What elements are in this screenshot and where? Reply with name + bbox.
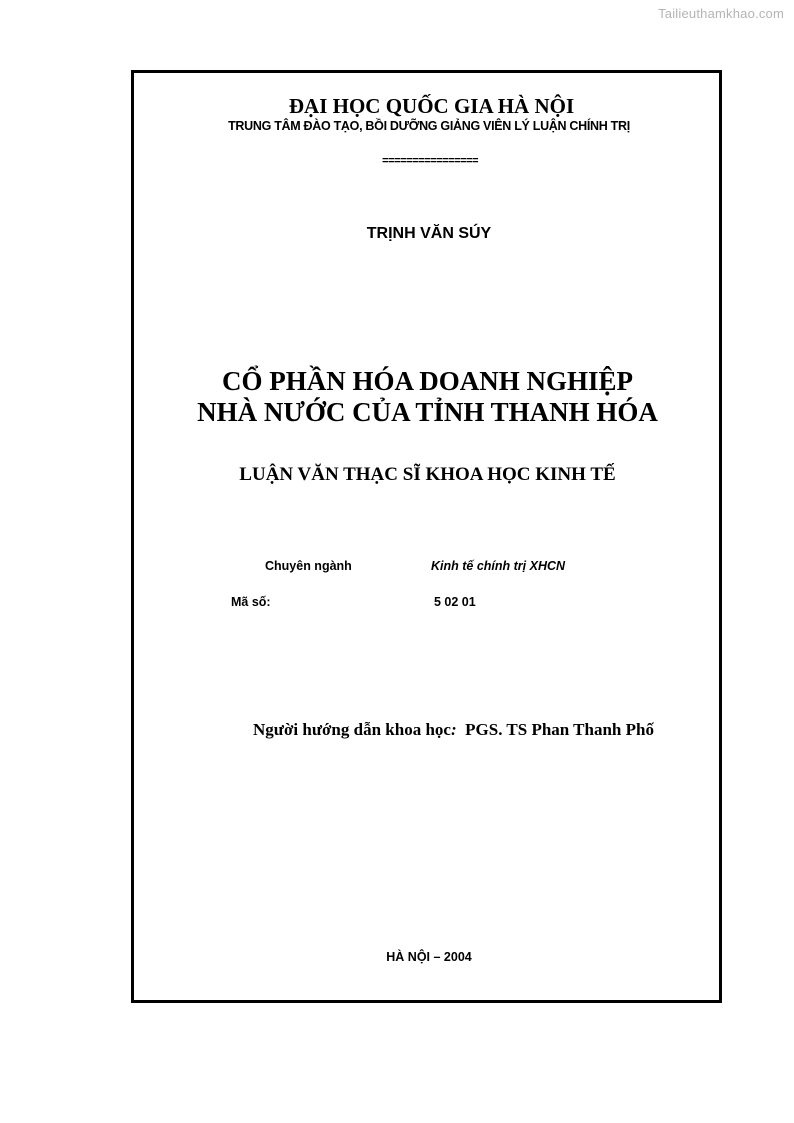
watermark: Tailieuthamkhao.com <box>658 6 784 21</box>
specialization-label: Chuyên ngành <box>265 559 352 573</box>
university-name: ĐẠI HỌC QUỐC GIA HÀ NỘI <box>288 94 575 118</box>
training-center-name: TRUNG TÂM ĐÀO TẠO, BỒI DƯỠNG GIẢNG VIÊN LÝ LUẬN CHÍNH TRỊ <box>228 119 630 133</box>
advisor-name: PGS. TS Phan Thanh Phố <box>465 720 654 739</box>
thesis-title-line-1: CỔ PHẦN HÓA DOANH NGHIỆP <box>221 366 633 396</box>
advisor-label: Người hướng dẫn khoa học <box>253 720 451 739</box>
advisor-colon: : <box>450 720 457 739</box>
cover-page-frame <box>131 70 722 1003</box>
author-name: TRỊNH VĂN SÚY <box>366 225 492 242</box>
code-value: 5 02 01 <box>434 595 476 609</box>
degree-type: LUẬN VĂN THẠC SĨ KHOA HỌC KINH TẾ <box>239 464 616 485</box>
code-label: Mã số: <box>231 595 271 609</box>
thesis-title-line-2: NHÀ NƯỚC CỦA TỈNH THANH HÓA <box>197 397 658 427</box>
specialization-value: Kinh tế chính trị XHCN <box>431 559 566 573</box>
place-and-year: HÀ NỘI – 2004 <box>386 950 472 964</box>
separator-line: ================ <box>381 156 479 168</box>
advisor-line <box>253 720 654 740</box>
